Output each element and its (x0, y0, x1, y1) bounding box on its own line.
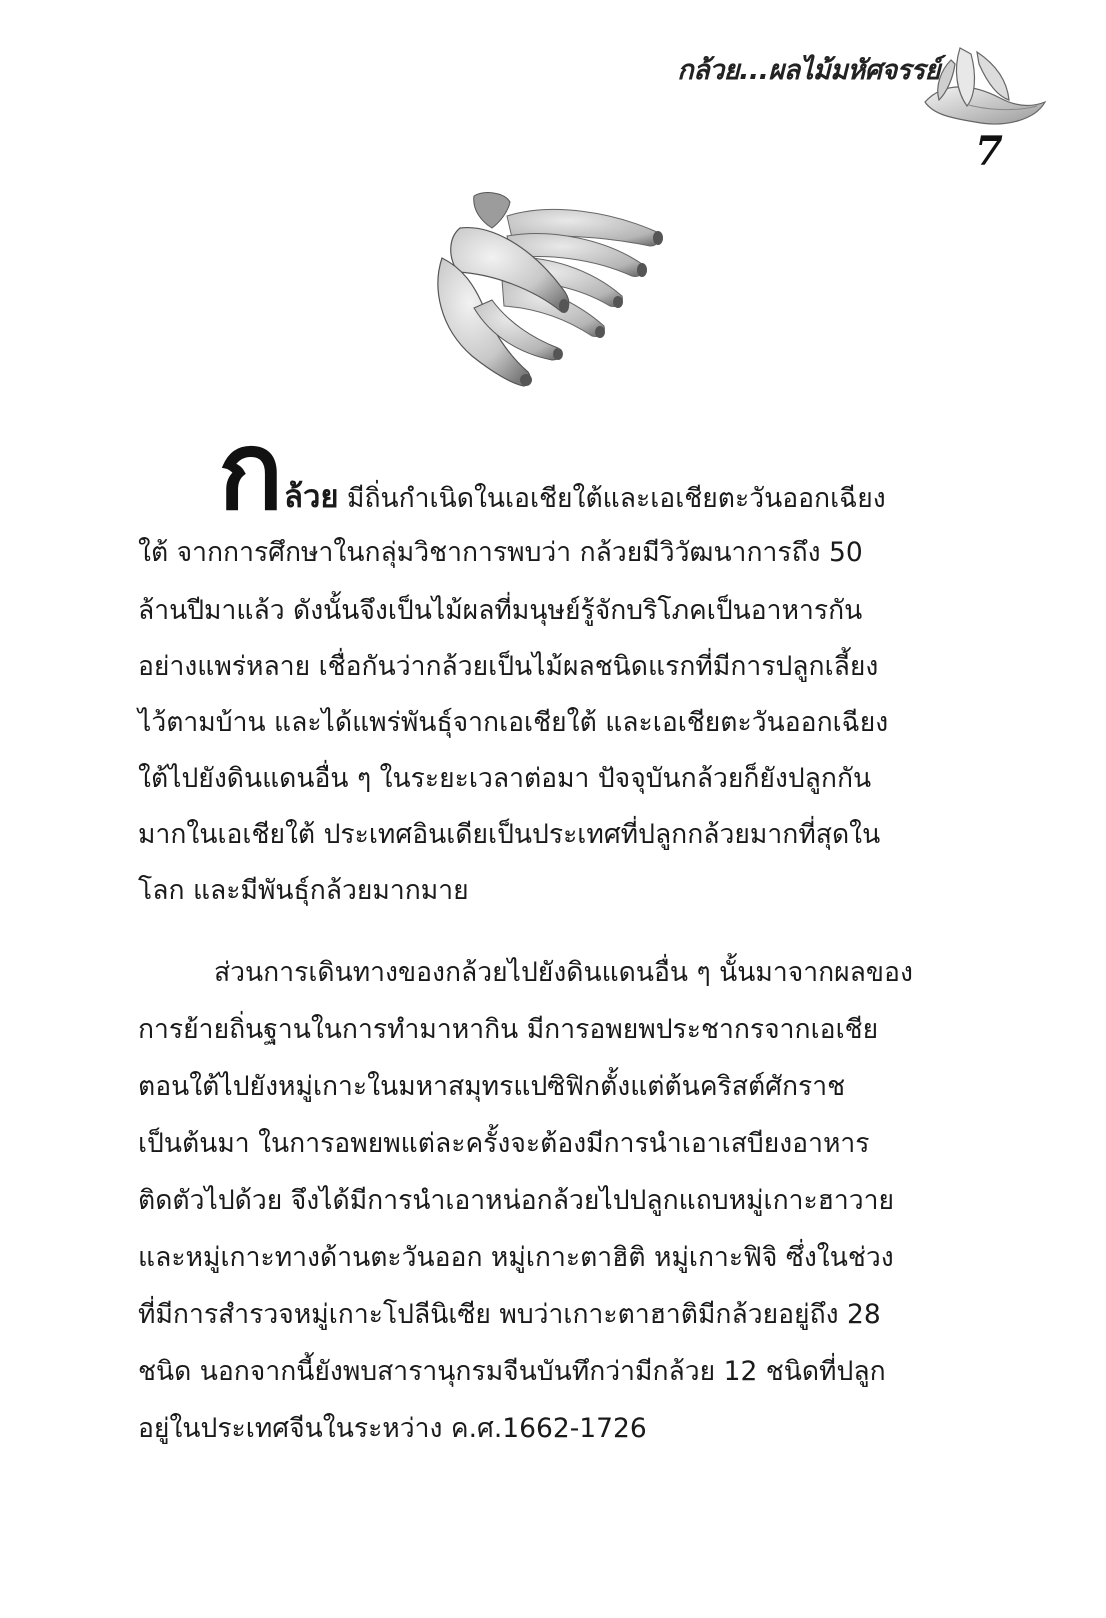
paragraph2-line: ชนิด นอกจากนี้ยังพบสารานุกรมจีนบันทึกว่ามีกล้วย 12 ชนิดที่ปลูก (138, 1356, 886, 1387)
paragraph1-line: ใต้ จากการศึกษาในกลุ่มวิชาการพบว่า กล้วยมีวิวัฒนาการถึง 50 (138, 537, 863, 568)
paragraph1-line: อย่างแพร่หลาย เชื่อกันว่ากล้วยเป็นไม้ผลชนิดแรกที่มีการปลูกเลี้ยง (138, 651, 879, 682)
banana-peel-icon (905, 40, 1055, 140)
paragraph2-line: การย้ายถิ่นฐานในการทำมาหากิน มีการอพยพประชากรจากเอเชีย (138, 1014, 879, 1045)
paragraph2-line: และหมู่เกาะทางด้านตะวันออก หมู่เกาะตาฮิติ หมู่เกาะฟิจิ ซึ่งในช่วง (138, 1242, 894, 1273)
paragraph1-line: ไว้ตามบ้าน และได้แพร่พันธุ์จากเอเชียใต้ และเอเชียตะวันออกเฉียง (138, 707, 889, 738)
paragraph1-line: โลก และมีพันธุ์กล้วยมากมาย (138, 875, 469, 906)
lead-word: ล้วย (284, 479, 339, 515)
paragraph2-line: อยู่ในประเทศจีนในระหว่าง ค.ศ.1662-1726 (138, 1413, 647, 1444)
paragraph1-line1-text: มีถิ่นกำเนิดในเอเชียใต้และเอเชียตะวันออกเฉียง (338, 483, 886, 514)
paragraph1-line: มากในเอเชียใต้ ประเทศอินเดียเป็นประเทศที่ปลูกกล้วยมากที่สุดใน (138, 819, 881, 850)
drop-cap: ก (218, 409, 284, 534)
paragraph2-line: ที่มีการสำรวจหมู่เกาะโปลีนิเซีย พบว่าเกาะตาฮาติมีกล้วยอยู่ถึง 28 (138, 1299, 881, 1330)
paragraph1-line1 (284, 468, 886, 528)
paragraph2-line: ส่วนการเดินทางของกล้วยไปยังดินแดนอื่น ๆ นั้นมาจากผลของ (214, 957, 913, 988)
paragraph1-line: ใต้ไปยังดินแดนอื่น ๆ ในระยะเวลาต่อมา ปัจจุบันกล้วยก็ยังปลูกกัน (138, 763, 872, 794)
paragraph2-line: ติดตัวไปด้วย จึงได้มีการนำเอาหน่อกล้วยไปปลูกแถบหมู่เกาะฮาวาย (138, 1185, 895, 1216)
page-number: 7 (975, 128, 1003, 175)
banana-bunch-image (412, 188, 682, 398)
running-title: กล้วย...ผลไม้มหัศจรรย์ (677, 55, 940, 86)
paragraph1-line: ล้านปีมาแล้ว ดังนั้นจึงเป็นไม้ผลที่มนุษย์รู้จักบริโภคเป็นอาหารกัน (138, 595, 863, 626)
paragraph2-line: เป็นต้นมา ในการอพยพแต่ละครั้งจะต้องมีการนำเอาเสบียงอาหาร (138, 1128, 870, 1159)
paragraph2-line: ตอนใต้ไปยังหมู่เกาะในมหาสมุทรแปซิฟิกตั้งแต่ต้นคริสต์ศักราช (138, 1071, 846, 1102)
